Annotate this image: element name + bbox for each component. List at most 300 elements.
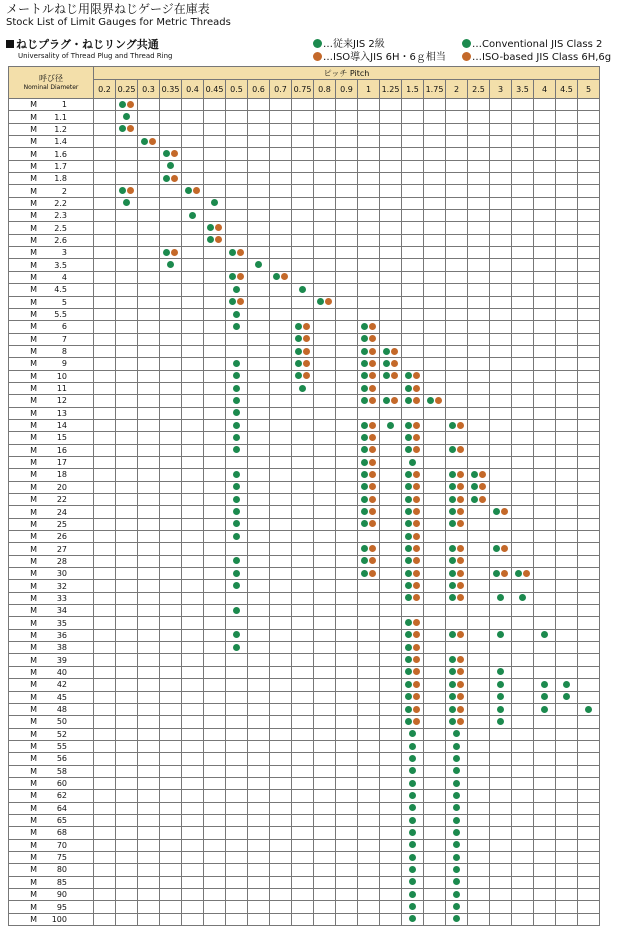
nominal-diameter-cell bbox=[9, 679, 94, 691]
pitch-cell bbox=[424, 160, 446, 172]
thread-prefix: M bbox=[30, 470, 37, 480]
pitch-cell bbox=[424, 716, 446, 728]
pitch-cell bbox=[292, 481, 314, 493]
pitch-cell bbox=[468, 568, 490, 580]
thread-prefix: M bbox=[30, 667, 37, 677]
green-dot-icon bbox=[163, 150, 170, 157]
pitch-cell bbox=[248, 531, 270, 543]
pitch-cell bbox=[314, 814, 336, 826]
pitch-cell bbox=[182, 407, 204, 419]
pitch-cell bbox=[380, 160, 402, 172]
pitch-cell bbox=[490, 333, 512, 345]
table-row bbox=[9, 185, 600, 197]
pitch-cell bbox=[94, 629, 116, 641]
pitch-cell bbox=[270, 197, 292, 209]
pitch-cell bbox=[270, 913, 292, 925]
pitch-cell bbox=[402, 790, 424, 802]
pitch-cell bbox=[270, 740, 292, 752]
pitch-cell bbox=[556, 716, 578, 728]
pitch-cell bbox=[270, 568, 292, 580]
pitch-cell bbox=[160, 617, 182, 629]
pitch-cell bbox=[182, 197, 204, 209]
orange-dot-icon bbox=[413, 520, 420, 527]
pitch-cell bbox=[402, 642, 424, 654]
pitch-cell bbox=[116, 296, 138, 308]
pitch-cell bbox=[314, 518, 336, 530]
diameter-value: 70 bbox=[56, 840, 67, 850]
pitch-cell bbox=[94, 728, 116, 740]
pitch-cell bbox=[490, 296, 512, 308]
pitch-cell bbox=[116, 654, 138, 666]
orange-dot-icon bbox=[391, 397, 398, 404]
pitch-cell bbox=[468, 790, 490, 802]
pitch-cell bbox=[578, 210, 600, 222]
pitch-cell bbox=[358, 419, 380, 431]
pitch-cell bbox=[578, 395, 600, 407]
pitch-cell bbox=[94, 679, 116, 691]
pitch-cell bbox=[336, 444, 358, 456]
pitch-cell bbox=[94, 136, 116, 148]
orange-dot-icon bbox=[369, 508, 376, 515]
diameter-value: 2.2 bbox=[54, 198, 67, 208]
pitch-cell bbox=[446, 358, 468, 370]
orange-dot-icon bbox=[413, 619, 420, 626]
table-row bbox=[9, 913, 600, 925]
thread-prefix: M bbox=[30, 458, 37, 468]
pitch-cell bbox=[292, 605, 314, 617]
pitch-cell bbox=[270, 753, 292, 765]
green-dot-icon bbox=[119, 125, 126, 132]
thread-prefix: M bbox=[30, 334, 37, 344]
pitch-cell bbox=[138, 271, 160, 283]
diameter-value: 62 bbox=[56, 791, 67, 801]
pitch-cell bbox=[204, 370, 226, 382]
pitch-cell bbox=[138, 321, 160, 333]
pitch-cell bbox=[226, 185, 248, 197]
orange-dot-icon bbox=[413, 372, 420, 379]
pitch-cell bbox=[292, 506, 314, 518]
orange-dot-icon bbox=[369, 385, 376, 392]
orange-dot-icon bbox=[369, 360, 376, 367]
pitch-column-header: 0.9 bbox=[336, 80, 358, 99]
pitch-cell bbox=[468, 605, 490, 617]
pitch-cell bbox=[490, 913, 512, 925]
pitch-cell bbox=[402, 531, 424, 543]
pitch-cell bbox=[512, 456, 534, 468]
pitch-cell bbox=[424, 518, 446, 530]
pitch-cell bbox=[468, 889, 490, 901]
orange-dot-icon bbox=[413, 668, 420, 675]
pitch-cell bbox=[490, 456, 512, 468]
pitch-cell bbox=[248, 839, 270, 851]
pitch-cell bbox=[182, 716, 204, 728]
pitch-cell bbox=[270, 210, 292, 222]
pitch-cell bbox=[270, 654, 292, 666]
green-dot-icon bbox=[233, 644, 240, 651]
pitch-cell bbox=[160, 456, 182, 468]
pitch-cell bbox=[226, 395, 248, 407]
green-dot-icon bbox=[295, 360, 302, 367]
pitch-cell bbox=[556, 185, 578, 197]
pitch-cell bbox=[336, 456, 358, 468]
pitch-cell bbox=[534, 456, 556, 468]
pitch-cell bbox=[380, 642, 402, 654]
pitch-cell bbox=[578, 456, 600, 468]
pitch-cell bbox=[336, 679, 358, 691]
pitch-cell bbox=[446, 753, 468, 765]
green-dot-icon bbox=[409, 841, 416, 848]
pitch-cell bbox=[512, 234, 534, 246]
table-row bbox=[9, 592, 600, 604]
green-dot-icon bbox=[295, 372, 302, 379]
pitch-cell bbox=[578, 913, 600, 925]
diameter-value: 12 bbox=[56, 396, 67, 406]
pitch-cell bbox=[578, 617, 600, 629]
pitch-cell bbox=[424, 889, 446, 901]
thread-prefix: M bbox=[30, 272, 37, 282]
pitch-cell bbox=[446, 506, 468, 518]
pitch-cell bbox=[490, 580, 512, 592]
green-dot-icon bbox=[449, 422, 456, 429]
pitch-cell bbox=[578, 160, 600, 172]
green-dot-icon bbox=[233, 607, 240, 614]
pitch-cell bbox=[204, 284, 226, 296]
pitch-cell bbox=[380, 185, 402, 197]
pitch-cell bbox=[226, 802, 248, 814]
green-dot-icon bbox=[405, 718, 412, 725]
pitch-cell bbox=[204, 777, 226, 789]
pitch-cell bbox=[182, 777, 204, 789]
pitch-cell bbox=[490, 703, 512, 715]
thread-prefix: M bbox=[30, 840, 37, 850]
pitch-cell bbox=[94, 777, 116, 789]
pitch-cell bbox=[402, 777, 424, 789]
pitch-cell bbox=[248, 148, 270, 160]
pitch-cell bbox=[292, 876, 314, 888]
pitch-cell bbox=[248, 814, 270, 826]
nominal-diameter-cell bbox=[9, 876, 94, 888]
orange-dot-icon bbox=[413, 496, 420, 503]
pitch-cell bbox=[556, 814, 578, 826]
pitch-cell bbox=[446, 160, 468, 172]
pitch-cell bbox=[402, 913, 424, 925]
pitch-cell bbox=[556, 691, 578, 703]
pitch-cell bbox=[182, 444, 204, 456]
pitch-cell bbox=[204, 814, 226, 826]
pitch-cell bbox=[578, 543, 600, 555]
pitch-cell bbox=[446, 308, 468, 320]
pitch-cell bbox=[424, 629, 446, 641]
nominal-diameter-cell bbox=[9, 395, 94, 407]
pitch-cell bbox=[94, 444, 116, 456]
green-dot-icon bbox=[405, 422, 412, 429]
diameter-value: 9 bbox=[61, 359, 67, 369]
pitch-cell bbox=[556, 901, 578, 913]
green-dot-icon bbox=[405, 508, 412, 515]
pitch-cell bbox=[490, 123, 512, 135]
thread-prefix: M bbox=[30, 186, 37, 196]
orange-dot-icon bbox=[369, 557, 376, 564]
pitch-cell bbox=[446, 654, 468, 666]
table-row bbox=[9, 469, 600, 481]
pitch-cell bbox=[402, 765, 424, 777]
pitch-cell bbox=[424, 469, 446, 481]
pitch-cell bbox=[292, 160, 314, 172]
nominal-diameter-cell bbox=[9, 654, 94, 666]
pitch-cell bbox=[512, 358, 534, 370]
pitch-cell bbox=[380, 419, 402, 431]
nominal-diameter-cell bbox=[9, 99, 94, 111]
pitch-cell bbox=[270, 889, 292, 901]
pitch-cell bbox=[578, 444, 600, 456]
pitch-cell bbox=[512, 99, 534, 111]
orange-dot-icon bbox=[479, 483, 486, 490]
pitch-cell bbox=[556, 271, 578, 283]
pitch-cell bbox=[248, 370, 270, 382]
pitch-cell bbox=[446, 234, 468, 246]
pitch-cell bbox=[468, 210, 490, 222]
pitch-cell bbox=[138, 481, 160, 493]
green-dot-icon bbox=[163, 175, 170, 182]
pitch-cell bbox=[138, 864, 160, 876]
pitch-cell bbox=[424, 358, 446, 370]
pitch-cell bbox=[578, 419, 600, 431]
table-row bbox=[9, 395, 600, 407]
pitch-cell bbox=[160, 716, 182, 728]
pitch-cell bbox=[138, 790, 160, 802]
pitch-cell bbox=[534, 839, 556, 851]
nominal-diameter-cell bbox=[9, 666, 94, 678]
pitch-cell bbox=[336, 568, 358, 580]
orange-dot-icon bbox=[391, 372, 398, 379]
orange-dot-icon bbox=[215, 224, 222, 231]
pitch-cell bbox=[160, 666, 182, 678]
pitch-cell bbox=[578, 136, 600, 148]
pitch-cell bbox=[578, 469, 600, 481]
table-row bbox=[9, 580, 600, 592]
pitch-cell bbox=[380, 370, 402, 382]
pitch-cell bbox=[314, 333, 336, 345]
pitch-cell bbox=[358, 592, 380, 604]
pitch-cell bbox=[358, 469, 380, 481]
pitch-cell bbox=[226, 876, 248, 888]
pitch-cell bbox=[204, 136, 226, 148]
pitch-cell bbox=[402, 580, 424, 592]
pitch-cell bbox=[446, 592, 468, 604]
pitch-cell bbox=[160, 728, 182, 740]
pitch-cell bbox=[160, 345, 182, 357]
diameter-value: 16 bbox=[56, 445, 67, 455]
table-row bbox=[9, 407, 600, 419]
pitch-cell bbox=[358, 605, 380, 617]
pitch-cell bbox=[138, 555, 160, 567]
nominal-diameter-cell bbox=[9, 308, 94, 320]
table-row bbox=[9, 555, 600, 567]
pitch-cell bbox=[358, 580, 380, 592]
orange-dot-icon bbox=[457, 446, 464, 453]
pitch-cell bbox=[468, 580, 490, 592]
pitch-cell bbox=[292, 679, 314, 691]
pitch-cell bbox=[314, 160, 336, 172]
orange-dot-icon bbox=[457, 656, 464, 663]
green-dot-icon bbox=[515, 570, 522, 577]
pitch-cell bbox=[380, 876, 402, 888]
green-dot-icon bbox=[123, 113, 130, 120]
pitch-cell bbox=[578, 703, 600, 715]
pitch-cell bbox=[160, 827, 182, 839]
pitch-cell bbox=[468, 382, 490, 394]
orange-dot-icon bbox=[457, 631, 464, 638]
pitch-cell bbox=[424, 913, 446, 925]
pitch-cell bbox=[226, 506, 248, 518]
pitch-cell bbox=[578, 308, 600, 320]
green-dot-icon bbox=[295, 323, 302, 330]
pitch-cell bbox=[204, 728, 226, 740]
pitch-cell bbox=[160, 173, 182, 185]
green-dot-icon bbox=[361, 397, 368, 404]
pitch-cell bbox=[556, 666, 578, 678]
pitch-cell bbox=[380, 234, 402, 246]
thread-prefix: M bbox=[30, 235, 37, 245]
pitch-cell bbox=[116, 382, 138, 394]
pitch-cell bbox=[578, 358, 600, 370]
pitch-cell bbox=[292, 247, 314, 259]
pitch-cell bbox=[314, 444, 336, 456]
pitch-cell bbox=[270, 580, 292, 592]
green-dot-icon bbox=[233, 570, 240, 577]
pitch-cell bbox=[270, 148, 292, 160]
pitch-cell bbox=[556, 111, 578, 123]
diameter-value: 1.8 bbox=[54, 174, 67, 184]
pitch-cell bbox=[116, 197, 138, 209]
pitch-cell bbox=[270, 777, 292, 789]
pitch-cell bbox=[314, 432, 336, 444]
pitch-cell bbox=[182, 642, 204, 654]
nominal-diameter-cell bbox=[9, 617, 94, 629]
thread-prefix: M bbox=[30, 211, 37, 221]
orange-dot-icon bbox=[457, 718, 464, 725]
pitch-cell bbox=[226, 851, 248, 863]
pitch-cell bbox=[116, 777, 138, 789]
green-dot-icon bbox=[317, 298, 324, 305]
pitch-cell bbox=[226, 456, 248, 468]
pitch-cell bbox=[226, 432, 248, 444]
pitch-cell bbox=[138, 827, 160, 839]
pitch-cell bbox=[116, 543, 138, 555]
green-dot-icon bbox=[361, 434, 368, 441]
pitch-cell bbox=[402, 679, 424, 691]
diameter-value: 90 bbox=[56, 890, 67, 900]
pitch-cell bbox=[380, 444, 402, 456]
pitch-cell bbox=[138, 568, 160, 580]
pitch-cell bbox=[160, 259, 182, 271]
green-dot-icon bbox=[409, 743, 416, 750]
pitch-cell bbox=[490, 605, 512, 617]
thread-prefix: M bbox=[30, 729, 37, 739]
pitch-cell bbox=[512, 247, 534, 259]
pitch-cell bbox=[402, 518, 424, 530]
pitch-column-header: 4.5 bbox=[556, 80, 578, 99]
pitch-cell bbox=[424, 259, 446, 271]
pitch-cell bbox=[116, 864, 138, 876]
pitch-cell bbox=[182, 629, 204, 641]
pitch-cell bbox=[226, 173, 248, 185]
pitch-cell bbox=[270, 321, 292, 333]
pitch-cell bbox=[138, 136, 160, 148]
pitch-cell bbox=[578, 592, 600, 604]
pitch-cell bbox=[468, 197, 490, 209]
pitch-cell bbox=[556, 555, 578, 567]
green-dot-icon bbox=[409, 829, 416, 836]
pitch-cell bbox=[512, 839, 534, 851]
table-row bbox=[9, 444, 600, 456]
pitch-cell bbox=[380, 728, 402, 740]
pitch-cell bbox=[160, 506, 182, 518]
pitch-cell bbox=[292, 716, 314, 728]
pitch-cell bbox=[490, 321, 512, 333]
pitch-cell bbox=[160, 123, 182, 135]
nominal-diameter-cell bbox=[9, 543, 94, 555]
pitch-cell bbox=[358, 691, 380, 703]
pitch-cell bbox=[446, 777, 468, 789]
pitch-cell bbox=[380, 802, 402, 814]
green-dot-icon bbox=[295, 335, 302, 342]
pitch-cell bbox=[314, 407, 336, 419]
pitch-cell bbox=[380, 99, 402, 111]
pitch-cell bbox=[468, 728, 490, 740]
pitch-cell bbox=[424, 234, 446, 246]
pitch-cell bbox=[314, 99, 336, 111]
pitch-cell bbox=[94, 666, 116, 678]
pitch-cell bbox=[490, 407, 512, 419]
pitch-cell bbox=[138, 740, 160, 752]
thread-prefix: M bbox=[30, 717, 37, 727]
pitch-cell bbox=[116, 247, 138, 259]
pitch-cell bbox=[446, 691, 468, 703]
pitch-cell bbox=[160, 197, 182, 209]
pitch-cell bbox=[292, 703, 314, 715]
orange-dot-icon bbox=[171, 249, 178, 256]
green-dot-icon bbox=[229, 273, 236, 280]
orange-dot-icon bbox=[413, 557, 420, 564]
pitch-cell bbox=[292, 271, 314, 283]
pitch-cell bbox=[446, 876, 468, 888]
pitch-cell bbox=[226, 790, 248, 802]
pitch-cell bbox=[578, 679, 600, 691]
thread-prefix: M bbox=[30, 495, 37, 505]
pitch-cell bbox=[402, 197, 424, 209]
pitch-cell bbox=[512, 802, 534, 814]
pitch-cell bbox=[94, 851, 116, 863]
pitch-cell bbox=[182, 617, 204, 629]
pitch-cell bbox=[138, 197, 160, 209]
pitch-cell bbox=[248, 234, 270, 246]
pitch-cell bbox=[534, 568, 556, 580]
orange-dot-icon bbox=[369, 520, 376, 527]
thread-prefix: M bbox=[30, 100, 37, 110]
pitch-cell bbox=[358, 716, 380, 728]
nominal-diameter-cell bbox=[9, 531, 94, 543]
thread-prefix: M bbox=[30, 643, 37, 653]
pitch-cell bbox=[292, 827, 314, 839]
pitch-cell bbox=[270, 234, 292, 246]
pitch-cell bbox=[534, 666, 556, 678]
pitch-cell bbox=[534, 123, 556, 135]
pitch-cell bbox=[94, 802, 116, 814]
pitch-cell bbox=[534, 271, 556, 283]
pitch-cell bbox=[424, 271, 446, 283]
pitch-column-header: 0.8 bbox=[314, 80, 336, 99]
